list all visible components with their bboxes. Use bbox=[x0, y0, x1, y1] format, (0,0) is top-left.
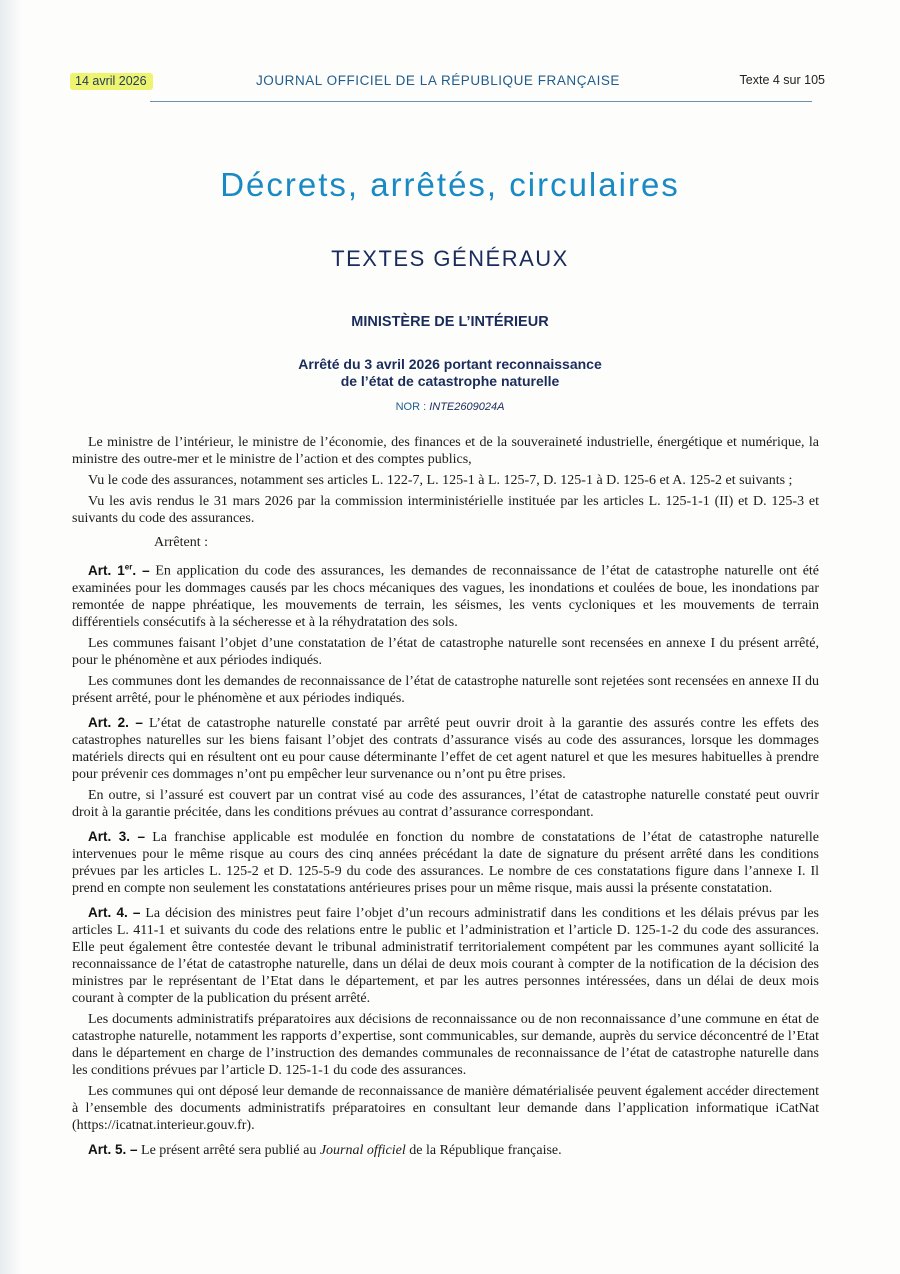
arrete-title-line2: de l’état de catastrophe naturelle bbox=[340, 373, 560, 389]
page-header bbox=[70, 73, 825, 93]
article-1-label: Art. 1er. – bbox=[88, 562, 150, 578]
arrete-title bbox=[0, 356, 900, 390]
article-4-text: La décision des ministres peut faire l’objet d’un recours administratif dans les conditions et les délais prévus par les articles L. 411-1 et suivants du code des relations entre le public et l’administration et l’article D. 125-1-2 du code des assurances. Elle peut également être contestée devant le tribunal administratif territorialement compétent par les communes ayant sollicité la reconnaissance de l’état de catastrophe naturelle, dans un délai de deux mois courant à compter de la notification de la décision des ministres par le représentant de l’Etat dans le département, et par les autres personnes intéressées, dans un délai de deux mois courant à compter de la publication du présent arrêté. bbox=[72, 905, 819, 1006]
article-2-contract: En outre, si l’assuré est couvert par un contrat visé au code des assurances, l’état de catastrophe naturelle constaté peut ouvrir droit à la garantie précitée, dans les conditions prévues au contrat d’assurance correspondant. bbox=[72, 787, 819, 820]
article-3-text: La franchise applicable est modulée en fonction du nombre de constatations de l’état de catastrophe naturelle intervenues pour le même risque au cours des cinq années précédant la date de signature du présent arrêté dans les conditions prévues par les articles L. 125-2 et D. 125-5-9 du code des assurances. Le nombre de ces constatations figure dans l’annexe I. Il prend en compte non seulement les constatations antérieures prises pour un même risque, mais aussi la présente constatation. bbox=[72, 829, 820, 896]
article-4 bbox=[72, 904, 819, 1007]
article-4-icatnat: Les communes qui ont déposé leur demande de reconnaissance de manière dématérialisée peuvent également accéder directement à l’ensemble des documents administratifs préparatoires en consultant leur demande dans l’application informatique iCatNat (https://icatnat.interieur.gouv.fr). bbox=[72, 1083, 819, 1133]
nor-code: INTE2609024A bbox=[429, 401, 505, 413]
article-4-documents: Les documents administratifs préparatoires aux décisions de reconnaissance ou de non reconnaissance d’une commune en état de catastrophe naturelle, notamment les rapports d’expertise, sont communicables, sur demande, auprès du service déconcentré de l’Etat dans le département en charge de l’instruction des demandes communales de reconnaissance de l’état de catastrophe naturelle dans les conditions prévues par l’article D. 125-1-1 du code des assurances. bbox=[72, 1011, 819, 1078]
article-3 bbox=[72, 828, 819, 897]
article-4-label: Art. 4. – bbox=[88, 904, 141, 920]
publication-date: 14 avril 2026 bbox=[70, 73, 153, 90]
journal-officiel-mention: Journal officiel bbox=[319, 1142, 406, 1158]
arretent: Arrêtent : bbox=[154, 535, 209, 550]
preamble-vu-avis: Vu les avis rendus le 31 mars 2026 par la commission interministérielle instituée par les articles L. 125-1-1 (II) et D. 125-3 et suivants du code des assurances. bbox=[72, 494, 819, 526]
article-1-annex-i: Les communes faisant l’objet d’une constatation de l’état de catastrophe naturelle sont recensées en annexe I du présent arrêté, pour le phénomène et aux périodes indiqués. bbox=[72, 635, 819, 668]
article-3-label: Art. 3. – bbox=[88, 828, 145, 844]
article-1 bbox=[72, 558, 819, 631]
journal-name: JOURNAL OFFICIEL DE LA RÉPUBLIQUE FRANÇAISE bbox=[256, 73, 620, 88]
preamble-ministers: Le ministre de l’intérieur, le ministre de l’économie, des finances et de la souveraineté industrielle, énergétique et numérique, la ministre des outre-mer et le ministre de l’action et des comptes publics, bbox=[72, 435, 819, 467]
article-2-label: Art. 2. – bbox=[88, 714, 143, 730]
article-5-text-after: de la République française. bbox=[409, 1142, 562, 1158]
nor-reference bbox=[0, 401, 900, 413]
article-5-label: Art. 5. – bbox=[88, 1141, 138, 1157]
ministry-name: MINISTÈRE DE L’INTÉRIEUR bbox=[351, 314, 549, 330]
article-2-text: L’état de catastrophe naturelle constaté par arrêté peut ouvrir droit à la garantie des assurés contre les effets des catastrophes naturelles sur les biens faisant l’objet des contrats d’assurance visés au code des assurances, lorsque les dommages matériels directs qui en résultent ont eu pour cause déterminante l’effet de cet agent naturel et que les mesures habituelles à prendre pour prévenir ces dommages n’ont pu empêcher leur survenance ou n’ont pu être prises. bbox=[72, 715, 819, 782]
preamble-vu-code: Vu le code des assurances, notamment ses articles L. 122-7, L. 125-1 à L. 125-7, D. 125-1 à D. 125-6 et A. 125-2 et suivants ; bbox=[88, 473, 793, 488]
article-2 bbox=[72, 714, 819, 783]
subsection-title: TEXTES GÉNÉRAUX bbox=[331, 246, 569, 271]
document-body bbox=[72, 434, 819, 1163]
article-1-text: En application du code des assurances, les demandes de reconnaissance de l’état de catastrophe naturelle ont été examinées pour les dommages causés par les chocs mécaniques des vagues, les inondations et coulées de boue, les inondations par remontée de nappe phréatique, les mouvements de terrain, les séismes, les vents cycloniques et les mouvements de terrain différentiels consécutifs à la sécheresse et à la réhydratation des sols. bbox=[72, 563, 820, 630]
article-5 bbox=[72, 1141, 819, 1159]
header-divider bbox=[150, 101, 812, 102]
article-5-text-before: Le présent arrêté sera publié au bbox=[141, 1142, 317, 1158]
section-title: Décrets, arrêtés, circulaires bbox=[220, 166, 680, 203]
arrete-title-line1: Arrêté du 3 avril 2026 portant reconnaissance bbox=[298, 356, 602, 372]
article-1-annex-ii: Les communes dont les demandes de reconnaissance de l’état de catastrophe naturelle sont rejetées sont recensées en annexe II du présent arrêté, pour le phénomène et aux périodes indiqués. bbox=[72, 673, 819, 706]
nor-label: NOR : bbox=[395, 401, 427, 413]
text-counter: Texte 4 sur 105 bbox=[739, 73, 825, 87]
